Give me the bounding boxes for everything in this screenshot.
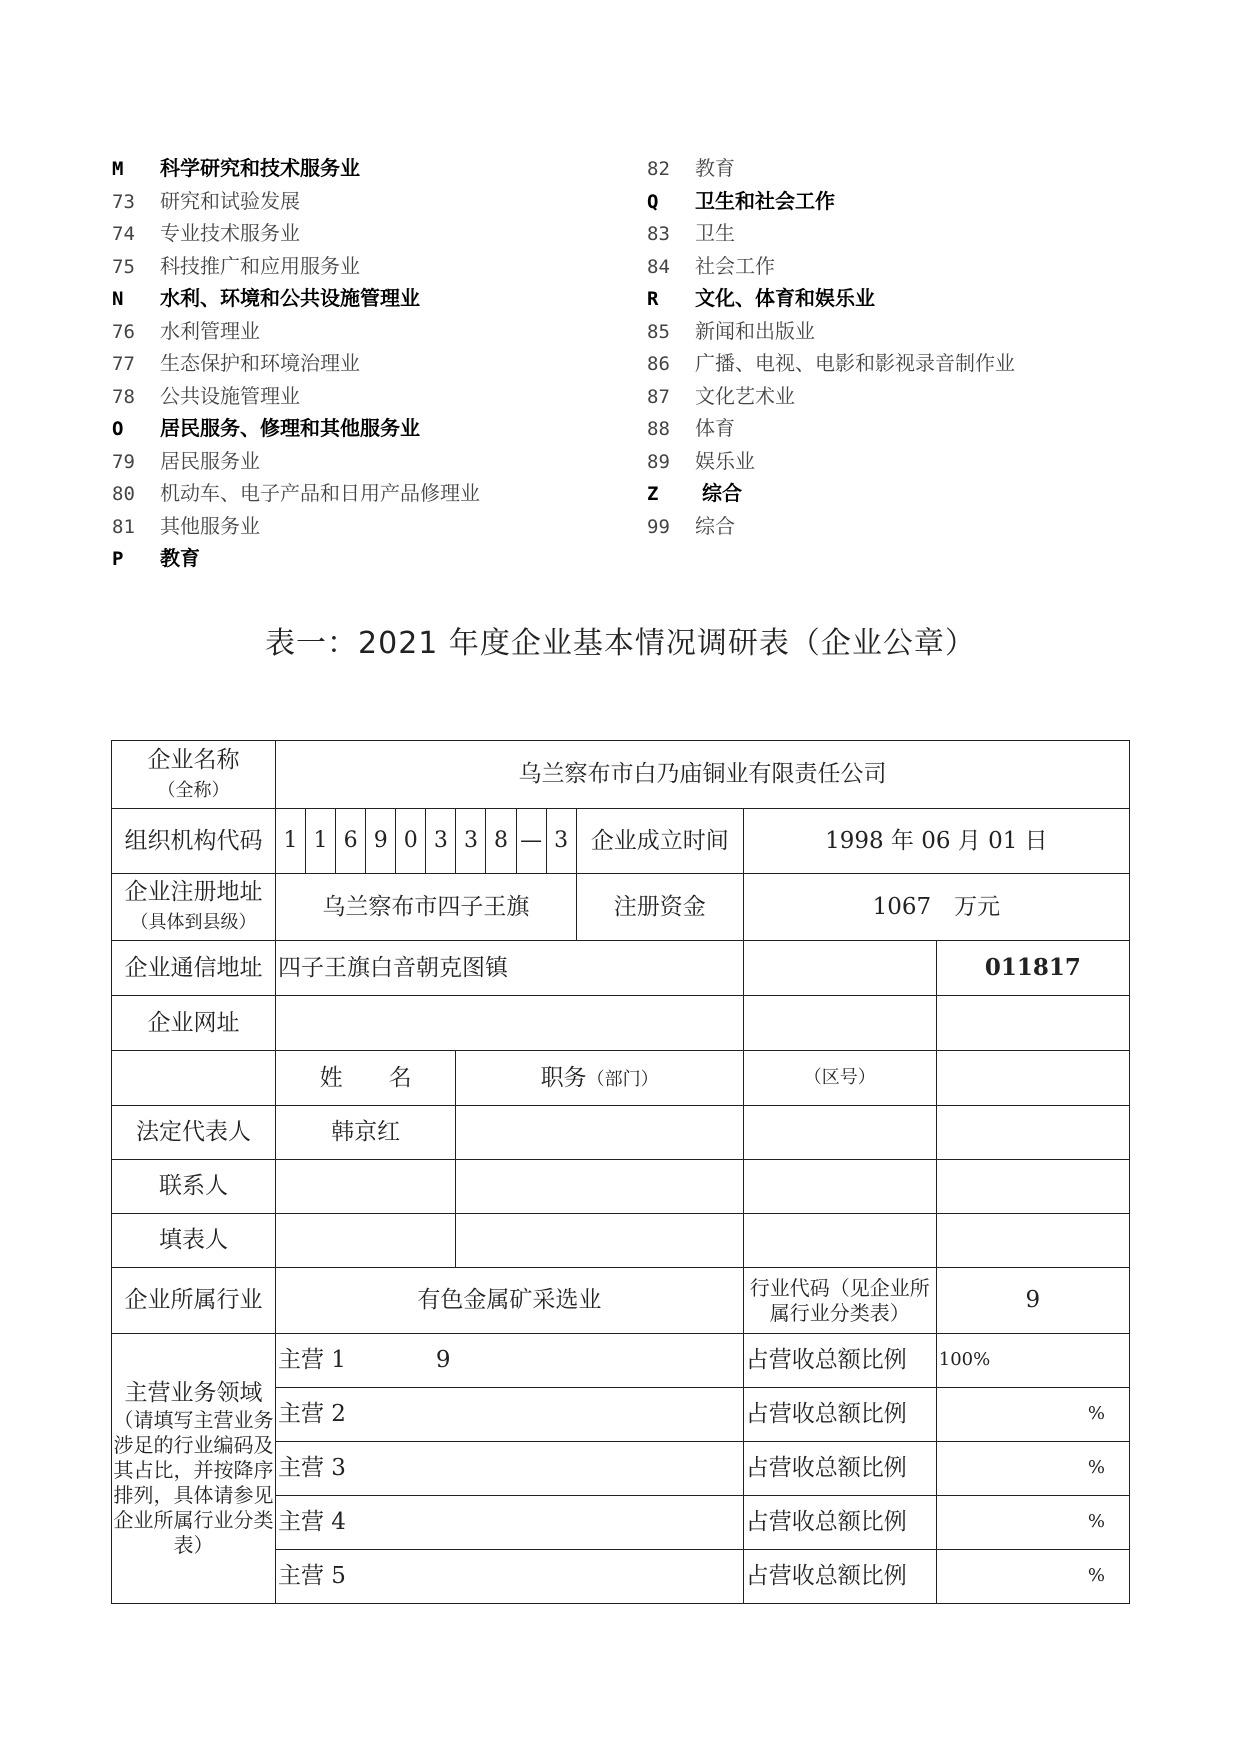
industry-code-row (112, 477, 480, 510)
website-extra-2[interactable] (936, 996, 1129, 1051)
filler-label: 填表人 (112, 1214, 276, 1268)
legal-rep-title[interactable] (456, 1106, 743, 1160)
industry-value[interactable]: 有色金属矿采选业 (275, 1268, 743, 1334)
main-business-label: 主营业务领域 （请填写主营业务涉足的行业编码及其占比，并按降序排列，具体请参见企业所属行业分类表） (112, 1334, 276, 1604)
industry-code: 77 (112, 353, 135, 375)
contact-title[interactable] (456, 1160, 743, 1214)
website-value[interactable] (275, 996, 743, 1051)
industry-code: 74 (112, 223, 135, 245)
org-code-digit[interactable]: 0 (396, 809, 426, 874)
industry-label: 广播、电视、电影和影视录音制作业 (695, 351, 1015, 375)
legal-rep-phone[interactable] (743, 1106, 936, 1160)
industry-label: 文化、体育和娱乐业 (695, 286, 875, 310)
industry-code-row (112, 347, 480, 380)
org-code-digit[interactable]: — (516, 809, 546, 874)
industry-label: 教育 (160, 546, 200, 570)
industry-code-row (647, 347, 1015, 380)
main-business-entry[interactable]: 主营 1 9 (275, 1334, 743, 1388)
legal-rep-label: 法定代表人 (112, 1106, 276, 1160)
header-area-code: （区号） (743, 1051, 936, 1106)
contact-name[interactable] (275, 1160, 455, 1214)
main-business-row (112, 1334, 1130, 1388)
industry-code-label: 行业代码（见企业所属行业分类表） (743, 1268, 936, 1334)
industry-category-row (112, 282, 480, 315)
row-contact-header (112, 1051, 1130, 1106)
industry-category-row (112, 152, 480, 185)
industry-code: 88 (647, 418, 670, 440)
industry-label: 公共设施管理业 (160, 383, 300, 408)
industry-code: 86 (647, 353, 670, 375)
industry-category-row (647, 477, 1015, 510)
industry-code: Z (647, 483, 659, 505)
filler-title[interactable] (456, 1214, 743, 1268)
industry-label: 娱乐业 (695, 448, 755, 473)
industry-label: 其他服务业 (160, 513, 260, 538)
industry-code-row (647, 510, 1015, 543)
reg-address-value[interactable]: 乌兰察布市四子王旗 (275, 874, 576, 941)
industry-code: 85 (647, 320, 670, 343)
website-extra-1[interactable] (743, 996, 936, 1051)
row-filler (112, 1214, 1130, 1268)
industry-code-column-right (647, 152, 1015, 542)
org-code-digit[interactable]: 9 (366, 809, 396, 874)
revenue-ratio-value[interactable]: % (936, 1496, 1129, 1550)
industry-code: 82 (647, 158, 670, 180)
revenue-ratio-label: 占营收总额比例 (743, 1388, 936, 1442)
website-label: 企业网址 (112, 996, 276, 1051)
industry-label: 水利管理业 (160, 318, 260, 343)
postcode-value[interactable]: 011817 (936, 941, 1129, 996)
industry-code: 99 (647, 515, 670, 538)
row-enterprise-name (112, 741, 1130, 809)
industry-code-row (647, 250, 1015, 283)
revenue-ratio-label: 占营收总额比例 (743, 1442, 936, 1496)
enterprise-name-label: 企业名称 （全称） (112, 741, 276, 809)
enterprise-survey-table (111, 740, 1130, 1604)
industry-code: 78 (112, 385, 135, 408)
header-name: 姓 名 (275, 1051, 455, 1106)
org-code-digit[interactable]: 3 (456, 809, 486, 874)
filler-extra[interactable] (936, 1214, 1129, 1268)
industry-code: Q (647, 190, 659, 213)
founded-label: 企业成立时间 (576, 809, 743, 874)
filler-phone[interactable] (743, 1214, 936, 1268)
capital-value[interactable]: 1067 万元 (743, 874, 1129, 941)
industry-category-row (647, 282, 1015, 315)
revenue-ratio-label: 占营收总额比例 (743, 1550, 936, 1604)
main-business-entry[interactable]: 主营 2 (275, 1388, 743, 1442)
industry-label: 文化艺术业 (695, 383, 795, 408)
industry-label: 居民服务业 (160, 448, 260, 473)
capital-label: 注册资金 (576, 874, 743, 941)
industry-code: R (647, 288, 659, 310)
row-mailing-address (112, 941, 1130, 996)
org-code-digit[interactable]: 3 (546, 809, 576, 874)
org-code-digit[interactable]: 1 (275, 809, 305, 874)
industry-code: N (112, 288, 124, 310)
industry-label: 专业技术服务业 (160, 221, 300, 245)
industry-code: 80 (112, 483, 135, 505)
org-code-digit[interactable]: 3 (426, 809, 456, 874)
row-website (112, 996, 1130, 1051)
mail-address-label: 企业通信地址 (112, 941, 276, 996)
revenue-ratio-label: 占营收总额比例 (743, 1334, 936, 1388)
industry-code: 76 (112, 320, 135, 343)
industry-code: M (112, 158, 124, 180)
industry-code-row (647, 445, 1015, 478)
enterprise-name-value[interactable]: 乌兰察布市白乃庙铜业有限责任公司 (275, 741, 1129, 809)
org-code-digit[interactable]: 1 (306, 809, 336, 874)
founded-value[interactable]: 1998 年 06 月 01 日 (743, 809, 1129, 874)
industry-label: 卫生和社会工作 (695, 188, 835, 213)
page-title: 表一：2021 年度企业基本情况调研表（企业公章） (265, 626, 976, 661)
industry-code-row (112, 380, 480, 413)
legal-rep-extra[interactable] (936, 1106, 1129, 1160)
org-code-digit[interactable]: 6 (336, 809, 366, 874)
industry-code: 75 (112, 255, 135, 278)
industry-label: 水利、环境和公共设施管理业 (160, 286, 420, 310)
industry-code: 81 (112, 515, 135, 538)
industry-code-value[interactable]: 9 (936, 1268, 1129, 1334)
revenue-ratio-value[interactable]: 100% (936, 1334, 1129, 1388)
industry-code-row (112, 445, 480, 478)
industry-label: 社会工作 (695, 253, 775, 278)
industry-code-row (112, 185, 480, 218)
industry-code-row (112, 250, 480, 283)
filler-name[interactable] (275, 1214, 455, 1268)
industry-code: 79 (112, 450, 135, 473)
industry-code: 83 (647, 223, 670, 245)
contact-phone[interactable] (743, 1160, 936, 1214)
row-registered-address (112, 874, 1130, 941)
revenue-ratio-value[interactable]: % (936, 1550, 1129, 1604)
industry-code-row (647, 412, 1015, 445)
industry-code: 89 (647, 450, 670, 473)
industry-label: 研究和试验发展 (160, 188, 300, 213)
industry-category-row (647, 185, 1015, 218)
industry-code: 87 (647, 385, 670, 408)
mail-address-value[interactable]: 四子王旗白音朝克图镇 (275, 941, 743, 996)
row-org-code (112, 809, 1130, 874)
industry-label: 科学研究和技术服务业 (160, 156, 360, 180)
industry-code-row (112, 315, 480, 348)
industry-label: 教育 (695, 156, 735, 180)
industry-category-row (112, 412, 480, 445)
reg-address-label: 企业注册地址 （具体到县级） (112, 874, 276, 941)
org-code-label: 组织机构代码 (112, 809, 276, 874)
main-business-entry[interactable]: 主营 5 (275, 1550, 743, 1604)
legal-rep-name[interactable]: 韩京红 (275, 1106, 455, 1160)
org-code-digit[interactable]: 8 (486, 809, 516, 874)
industry-label: 体育 (695, 416, 735, 440)
header-extra (936, 1051, 1129, 1106)
industry-category-row (112, 542, 480, 575)
industry-code-row (112, 217, 480, 250)
industry-label: 居民服务、修理和其他服务业 (160, 416, 420, 440)
revenue-ratio-label: 占营收总额比例 (743, 1496, 936, 1550)
industry-label: 生态保护和环境治理业 (160, 351, 360, 375)
postcode-label-cell[interactable] (743, 941, 936, 996)
contact-header-blank (112, 1051, 276, 1106)
industry-code-row (647, 315, 1015, 348)
main-business-entry[interactable]: 主营 3 (275, 1442, 743, 1496)
industry-code: O (112, 418, 124, 440)
revenue-ratio-value[interactable]: % (936, 1442, 1129, 1496)
industry-label: 综合 (695, 513, 735, 538)
industry-code: 73 (112, 190, 135, 213)
industry-label: 科技推广和应用服务业 (160, 253, 360, 278)
industry-code: 84 (647, 255, 670, 278)
header-title: 职务（部门） (456, 1051, 743, 1106)
contact-label: 联系人 (112, 1160, 276, 1214)
industry-code-column-left (112, 152, 480, 575)
industry-code-row (647, 380, 1015, 413)
row-contact (112, 1160, 1130, 1214)
contact-extra[interactable] (936, 1160, 1129, 1214)
industry-code-row (112, 510, 480, 543)
industry-code-row (647, 217, 1015, 250)
industry-code: P (112, 548, 124, 570)
industry-label: 机动车、电子产品和日用产品修理业 (160, 481, 480, 505)
industry-label: 新闻和出版业 (695, 318, 815, 343)
industry-code-row (647, 152, 1015, 185)
industry-label: 卫生 (695, 221, 735, 245)
main-business-entry[interactable]: 主营 4 (275, 1496, 743, 1550)
industry-label: 综合 (695, 481, 742, 505)
industry-label: 企业所属行业 (112, 1268, 276, 1334)
row-industry (112, 1268, 1130, 1334)
revenue-ratio-value[interactable]: % (936, 1388, 1129, 1442)
row-legal-rep (112, 1106, 1130, 1160)
